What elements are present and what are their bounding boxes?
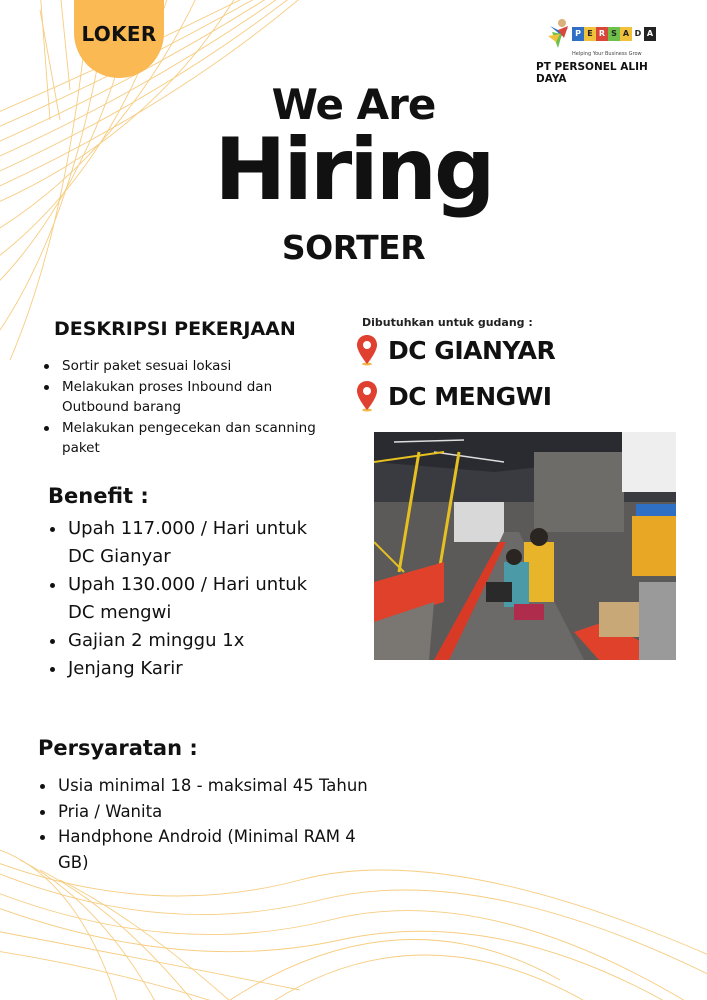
list-item: Melakukan proses Inbound dan Outbound barang — [40, 377, 340, 418]
list-item: Handphone Android (Minimal RAM 4 GB) — [36, 824, 376, 875]
location-name: DC MENGWI — [388, 381, 552, 411]
requirements-title: Persyaratan : — [38, 736, 198, 760]
position-title: SORTER — [281, 228, 426, 267]
list-item: Jenjang Karir — [46, 655, 336, 683]
list-item: Upah 117.000 / Hari untuk DC Gianyar — [46, 515, 336, 571]
requirements-list — [36, 773, 376, 875]
list-item: Upah 130.000 / Hari untuk DC mengwi — [46, 571, 336, 627]
benefit-list — [46, 515, 336, 683]
list-item: Usia minimal 18 - maksimal 45 Tahun — [36, 773, 376, 799]
hero-hiring: Hiring — [214, 120, 493, 220]
list-item: Gajian 2 minggu 1x — [46, 627, 336, 655]
logo-wordmark: P E R S A D A — [572, 27, 656, 41]
company-logo — [530, 18, 680, 85]
benefit-title: Benefit : — [48, 484, 149, 508]
location-mengwi — [356, 380, 552, 412]
loker-label: LOKER — [81, 22, 157, 46]
list-item: Sortir paket sesuai lokasi — [40, 356, 340, 377]
job-description-list — [40, 356, 340, 459]
job-description-title: DESKRIPSI PEKERJAAN — [54, 318, 296, 340]
location-gianyar — [356, 334, 555, 366]
warehouse-photo — [374, 432, 676, 660]
list-item: Melakukan pengecekan dan scanning paket — [40, 418, 340, 459]
logo-tagline: Helping Your Business Grow — [572, 51, 642, 57]
list-item: Pria / Wanita — [36, 799, 376, 825]
location-name: DC GIANYAR — [388, 335, 556, 365]
locations-caption: Dibutuhkan untuk gudang : — [362, 316, 533, 329]
hero-we-are: We Are — [271, 80, 436, 129]
map-pin-icon — [356, 334, 378, 366]
loker-badge — [74, 0, 164, 78]
persada-figure-icon — [548, 18, 570, 50]
company-name: PT PERSONEL ALIH DAYA — [536, 61, 648, 85]
map-pin-icon — [356, 380, 378, 412]
